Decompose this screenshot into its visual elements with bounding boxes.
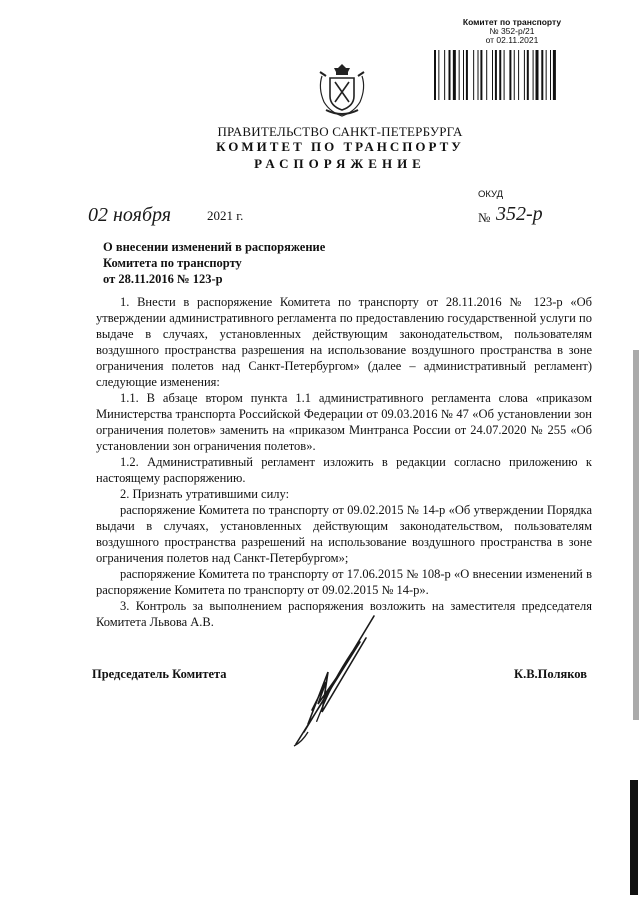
barcode — [434, 50, 590, 100]
committee-title: КОМИТЕТ ПО ТРАНСПОРТУ — [216, 139, 464, 154]
document-body — [96, 294, 592, 630]
scan-edge-mark — [633, 350, 639, 720]
paragraph: 1.1. В абзаце втором пункта 1.1 административного регламента слова «приказом Министерства транспорта Российской Федерации от 09.03.2016 № 47 «Об установлении зон ограничения полетов» заменить на «приказом Минтранса России от 24.07.2020 № 255 «Об установлении зон ограничения полетов». — [96, 391, 592, 453]
paragraph: 3. Контроль за выполнением распоряжения возложить на заместителя председателя Комитета Львова А.В. — [96, 599, 592, 629]
government-title: ПРАВИТЕЛЬСТВО САНКТ-ПЕТЕРБУРГА — [217, 124, 463, 139]
handwritten-signature — [282, 612, 402, 752]
scan-edge-mark — [630, 780, 638, 895]
document-subject — [103, 239, 325, 287]
handwritten-date: 02 ноября — [88, 204, 172, 226]
paragraph: распоряжение Комитета по транспорту от 09.02.2015 № 14-р «Об утверждении Порядка выдачи в случаях, установленных действующим законодательством, пользователям воздушного пространства разрешений на использование воздушного пространства в зоне ограничения полетов над Санкт-Петербургом»; — [96, 503, 592, 565]
subject-line: Комитета по транспорту — [103, 256, 242, 270]
handwritten-number: 352-р — [496, 203, 543, 225]
okud-label: ОКУД — [478, 189, 504, 200]
stamp-number: № 352-р/21 — [489, 26, 535, 36]
paragraph: 2. Признать утратившими силу: — [120, 487, 290, 501]
signatory-name: К.В.Поляков — [514, 667, 587, 681]
document-type-title: РАСПОРЯЖЕНИЕ — [254, 156, 426, 171]
coat-of-arms-icon — [316, 60, 368, 120]
paragraph: 1.2. Административный регламент изложить в редакции согласно приложению к настоящему распоряжению. — [96, 455, 592, 485]
paragraph: распоряжение Комитета по транспорту от 17.06.2015 № 108-р «О внесении изменений в распоряжение Комитета по транспорту от 09.02.2015 № 14-р». — [96, 567, 592, 597]
date-year: 2021 г. — [207, 208, 244, 223]
subject-line: от 28.11.2016 № 123-р — [103, 272, 223, 286]
signatory-position: Председатель Комитета — [92, 667, 227, 681]
registration-stamp — [432, 18, 592, 45]
subject-line: О внесении изменений в распоряжение — [103, 240, 326, 254]
stamp-title: Комитет по транспорту — [462, 17, 562, 27]
stamp-date: от 02.11.2021 — [485, 35, 539, 45]
number-sign: № — [478, 210, 491, 225]
paragraph: 1. Внести в распоряжение Комитета по транспорту от 28.11.2016 № 123-р «Об утверждении административного регламента по предоставлению государственной услуги по выдаче в случаях, установленных действующим законодательством, пользователям воздушного пространства разрешения на использование воздушного пространства в зоне ограничения полетов над Санкт-Петербургом» (далее – административный регламент) следующие изменения: — [96, 295, 592, 389]
